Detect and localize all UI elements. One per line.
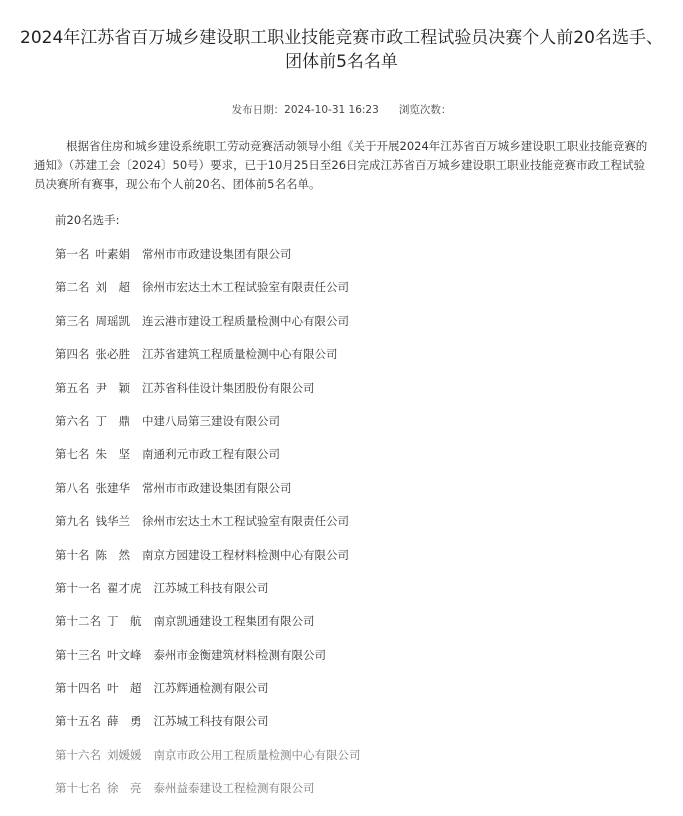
section-label-top20: 前20名选手: xyxy=(55,213,120,227)
winner-name: 刘 超 xyxy=(95,280,130,295)
winner-rank: 第七名 xyxy=(55,447,90,462)
winner-rank: 第十七名 xyxy=(55,781,101,796)
winner-row xyxy=(55,645,361,678)
winner-organization: 常州市市政建设集团有限公司 xyxy=(142,247,292,261)
article-title xyxy=(20,26,663,74)
winner-rank: 第十三名 xyxy=(55,647,101,662)
winner-row xyxy=(55,378,361,411)
winner-row xyxy=(55,478,361,511)
winner-row xyxy=(55,611,361,644)
winner-rank: 第十四名 xyxy=(55,681,101,696)
winner-organization: 常州市市政建设集团有限公司 xyxy=(142,480,292,495)
winner-name: 叶 超 xyxy=(107,681,142,696)
winner-rank: 第五名 xyxy=(55,380,90,395)
winner-organization: 江苏省科佳设计集团股份有限公司 xyxy=(142,380,315,395)
winner-rank: 第四名 xyxy=(55,347,90,362)
winner-organization: 南京凯通建设工程集团有限公司 xyxy=(153,614,315,629)
publish-date-label: 发布日期： xyxy=(231,104,285,116)
winner-name: 张建华 xyxy=(95,480,130,495)
winner-rank: 第十五名 xyxy=(55,714,101,729)
winner-name: 刘媛媛 xyxy=(107,747,142,762)
winner-row xyxy=(55,745,361,778)
winner-organization: 江苏省建筑工程质量检测中心有限公司 xyxy=(142,347,338,362)
winner-rank: 第十一名 xyxy=(55,580,101,595)
winner-row xyxy=(55,678,361,711)
winner-rank: 第三名 xyxy=(55,313,90,328)
winner-organization: 南京市政公用工程质量检测中心有限公司 xyxy=(153,747,361,762)
winner-rank: 第十名 xyxy=(55,547,90,562)
winner-name: 周瑶凯 xyxy=(95,313,130,328)
winner-rank: 第二名 xyxy=(55,280,90,295)
winner-organization: 泰州市金衡建筑材料检测有限公司 xyxy=(153,647,326,662)
winner-organization: 江苏辉通检测有限公司 xyxy=(153,681,269,696)
winner-name: 钱华兰 xyxy=(95,514,130,529)
winner-rank: 第十二名 xyxy=(55,614,101,629)
winner-name: 尹 颖 xyxy=(95,380,130,395)
publish-date: 2024-10-31 16:23 xyxy=(284,104,379,116)
winner-organization: 徐州市宏达土木工程试验室有限责任公司 xyxy=(142,514,349,529)
winner-name: 叶素娟 xyxy=(95,247,130,261)
winner-organization: 连云港市建设工程质量检测中心有限公司 xyxy=(142,313,349,328)
winner-row xyxy=(55,511,361,544)
winner-name: 翟才虎 xyxy=(107,580,142,595)
winner-organization: 江苏城工科技有限公司 xyxy=(153,714,269,729)
winner-row xyxy=(55,578,361,611)
winner-rank: 第十六名 xyxy=(55,747,101,762)
winner-organization: 徐州市宏达土木工程试验室有限责任公司 xyxy=(142,280,349,295)
winner-organization: 中建八局第三建设有限公司 xyxy=(142,413,280,428)
winner-row xyxy=(55,545,361,578)
winner-name: 叶文峰 xyxy=(107,647,142,662)
winner-row xyxy=(55,277,361,310)
winner-name: 丁 航 xyxy=(107,614,142,629)
winner-name: 张必胜 xyxy=(95,347,130,362)
winner-row xyxy=(55,411,361,444)
winner-rank: 第九名 xyxy=(55,514,90,529)
winner-rank: 第六名 xyxy=(55,413,90,428)
winner-row xyxy=(55,244,361,277)
article-title-line1: 2024年江苏省百万城乡建设职工职业技能竞赛市政工程试验员决赛个人前20名选手、 xyxy=(20,28,663,48)
winner-organization: 南通利元市政工程有限公司 xyxy=(142,447,280,462)
winner-row xyxy=(55,311,361,344)
winner-row xyxy=(55,711,361,744)
intro-paragraph: 根据省住房和城乡建设系统职工劳动竞赛活动领导小组《关于开展2024年江苏省百万城乡建设职工职业技能竞赛的通知》（苏建工会〔2024〕50号）要求，已于10月25日至26日完成江苏省百万城乡建设职工职业技能竞赛市政工程试验员决赛所有赛事，现公布个人前20名、团体前5名名单。 xyxy=(34,139,648,191)
winner-organization: 泰州益泰建设工程检测有限公司 xyxy=(153,781,315,796)
winner-rank: 第一名 xyxy=(55,247,90,261)
winner-organization: 江苏城工科技有限公司 xyxy=(153,580,269,595)
winner-name: 朱 坚 xyxy=(95,447,130,462)
winners-list xyxy=(55,244,361,812)
winner-name: 徐 亮 xyxy=(107,781,142,796)
winner-organization: 南京方园建设工程材料检测中心有限公司 xyxy=(142,547,349,562)
view-count-label: 浏览次数： xyxy=(398,104,452,116)
winner-row xyxy=(55,344,361,377)
winner-name: 薛 勇 xyxy=(107,714,142,729)
winner-rank: 第八名 xyxy=(55,480,90,495)
article-meta xyxy=(0,102,683,117)
winner-row xyxy=(55,444,361,477)
winner-name: 陈 然 xyxy=(95,547,130,562)
winner-name: 丁 鼎 xyxy=(95,413,130,428)
winner-row xyxy=(55,778,361,811)
article-title-line2: 团体前5名名单 xyxy=(285,52,398,72)
